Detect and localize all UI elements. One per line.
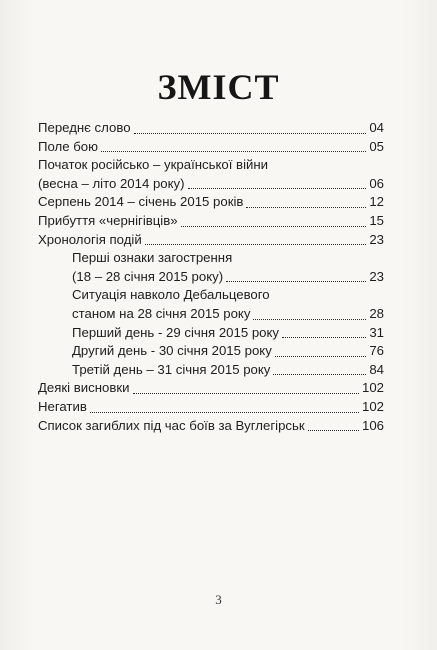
toc-entry-label: Деякі висновки: [38, 380, 130, 396]
toc-entry-label: (весна – літо 2014 року): [38, 175, 185, 191]
toc-entry-label: Прибуття «чернігівців»: [38, 212, 178, 228]
toc-entry: [38, 212, 384, 231]
toc-entry: [38, 138, 384, 157]
toc-entry-page: 12: [369, 194, 384, 210]
toc-subentry: [38, 342, 384, 361]
toc-subentry: [38, 324, 384, 343]
toc-entry: [38, 119, 384, 138]
toc-entry-page: 15: [369, 212, 384, 228]
toc-entry-label: Список загиблих під час боїв за Вуглегірськ: [38, 417, 305, 433]
toc-entry-page: 28: [369, 305, 384, 321]
toc-subentry: [38, 361, 384, 380]
toc-entry-label: Ситуація навколо Дебальцевого: [72, 287, 270, 303]
toc-entry-page: 23: [369, 231, 384, 247]
dot-leader: [145, 244, 367, 245]
toc-entry-label: Третій день – 31 січня 2015 року: [72, 361, 271, 377]
toc-entry-label: Початок російсько – української війни: [38, 157, 269, 173]
dot-leader: [188, 188, 367, 189]
toc-entry-page: 106: [361, 417, 384, 433]
toc-entry-label: Хронологія подій: [38, 231, 142, 247]
toc-entry-page: 05: [369, 138, 384, 154]
toc-entry: [38, 398, 384, 417]
toc-entry: [38, 231, 384, 250]
toc-entry: [38, 379, 384, 398]
toc-entry-label: Переднє слово: [38, 120, 131, 135]
dot-leader: [226, 281, 366, 282]
toc-subentry: [38, 268, 384, 287]
toc-entry-label: Серпень 2014 – січень 2015 років: [38, 194, 244, 210]
dot-leader: [246, 207, 366, 208]
toc-entry-label: Другий день - 30 січня 2015 року: [72, 343, 272, 359]
toc-subentry: [38, 305, 384, 324]
dot-leader: [90, 412, 359, 413]
table-of-contents: [38, 119, 384, 435]
toc-entry-page: 102: [361, 380, 384, 396]
toc-entry: [38, 156, 384, 175]
toc-entry-label: Негатив: [38, 398, 87, 414]
page-number: 3: [215, 592, 222, 607]
toc-entry-label: (18 – 28 січня 2015 року): [72, 268, 224, 284]
toc-entry: [38, 175, 384, 194]
toc-entry-label: Перший день - 29 січня 2015 року: [72, 324, 280, 340]
toc-entry-page: 31: [369, 324, 384, 340]
toc-entry-page: 102: [361, 398, 384, 414]
dot-leader: [133, 393, 359, 394]
dot-leader: [308, 430, 359, 431]
toc-subentry: [38, 286, 384, 305]
toc-subentry: [38, 249, 384, 268]
dot-leader: [273, 374, 366, 375]
toc-entry-page: 76: [369, 343, 384, 359]
toc-entry-label: Перші ознаки загострення: [72, 250, 233, 266]
page-title: ЗМІСТ: [157, 67, 280, 107]
dot-leader: [134, 133, 367, 134]
toc-entry-page: 84: [369, 361, 384, 377]
dot-leader: [275, 356, 367, 357]
toc-entry-page: 04: [369, 120, 384, 135]
toc-entry-page: 06: [369, 175, 384, 191]
dot-leader: [253, 319, 366, 320]
toc-entry-label: Поле бою: [38, 138, 98, 154]
toc-entry-page: 23: [369, 268, 384, 284]
toc-entry: [38, 193, 384, 212]
dot-leader: [282, 337, 366, 338]
toc-entry-label: станом на 28 січня 2015 року: [72, 305, 251, 321]
toc-entry: [38, 417, 384, 436]
dot-leader: [101, 151, 366, 152]
dot-leader: [181, 226, 367, 227]
